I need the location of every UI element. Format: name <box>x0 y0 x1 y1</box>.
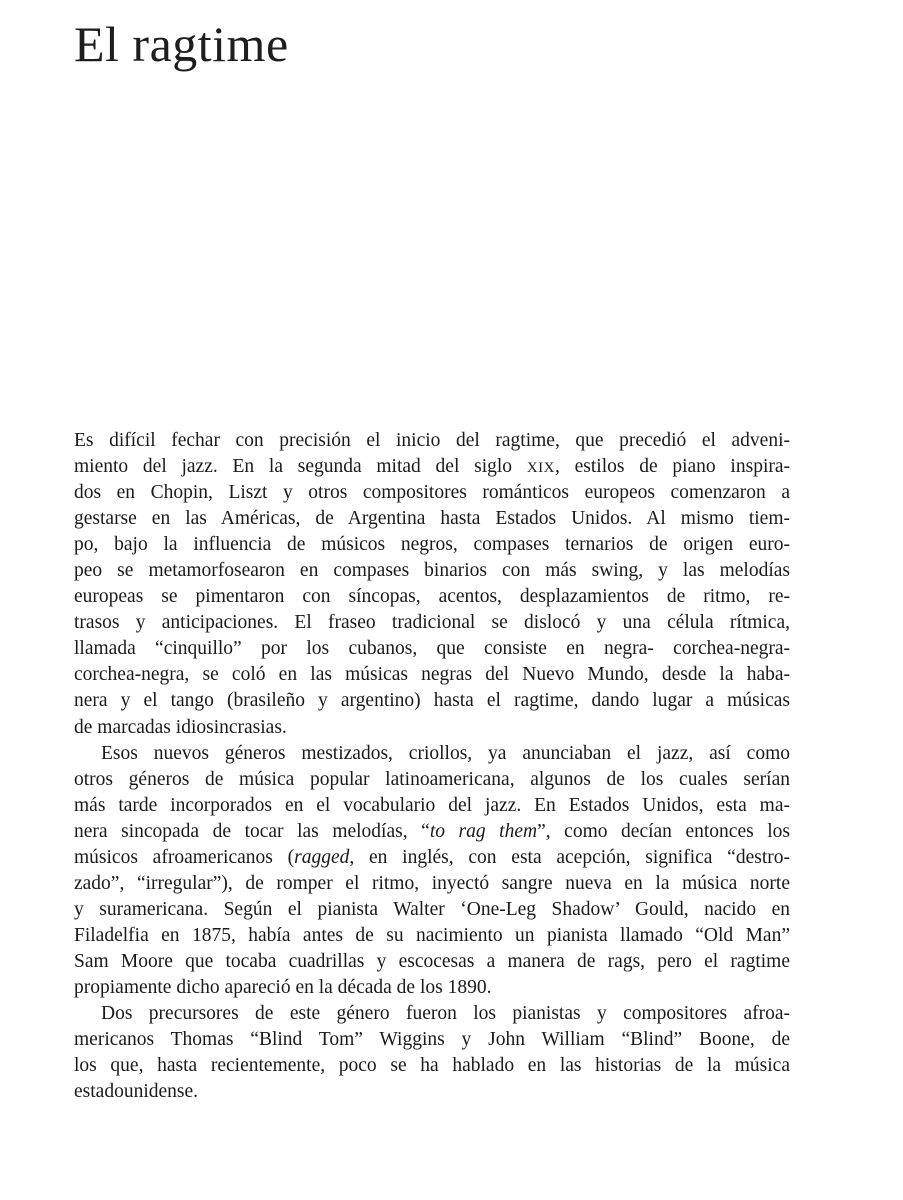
text-line: propiamente dicho apareció en la década de los 1890. <box>74 976 492 998</box>
text-line: mericanos Thomas “Blind Tom” Wiggins y John William “Blind” Boone, de <box>74 1029 790 1051</box>
text-line: y suramericana. Según el pianista Walter ‘One-Leg Shadow’ Gould, nacido en <box>74 898 790 920</box>
text-line: po, bajo la influencia de músicos negros, compases ternarios de origen euro- <box>74 534 790 556</box>
text-line: nera y el tango (brasileño y argentino) hasta el ragtime, dando lugar a músicas <box>74 690 790 712</box>
text-line: llamada “cinquillo” por los cubanos, que consiste en negra- corchea-negra- <box>74 638 790 660</box>
text-line: europeas se pimentaron con síncopas, acentos, desplazamientos de ritmo, re- <box>74 586 790 608</box>
body-text <box>74 428 790 1105</box>
chapter-title: El ragtime <box>74 16 289 72</box>
paragraph-2 <box>74 741 790 1001</box>
italic-text: to rag them <box>429 820 538 842</box>
text-line: nera sincopada de tocar las melodías, “to rag them”, como decían entonces los <box>74 820 790 842</box>
text-line: estadounidense. <box>74 1081 199 1103</box>
italic-text: ragged <box>294 846 350 868</box>
text-line: de marcadas idiosincrasias. <box>74 716 287 738</box>
text-line: Sam Moore que tocaba cuadrillas y escocesas a manera de rags, pero el ragtime <box>74 950 790 972</box>
text-line: peo se metamorfosearon en compases binarios con más swing, y las melodías <box>74 560 790 582</box>
text-line: zado”, “irregular”), de romper el ritmo, inyectó sangre nueva en la música norte <box>74 872 790 894</box>
text-line: los que, hasta recientemente, poco se ha hablado en las historias de la música <box>74 1055 790 1077</box>
small-caps-text: XIX <box>526 460 555 477</box>
text-line: Filadelfia en 1875, había antes de su nacimiento un pianista llamado “Old Man” <box>74 924 790 946</box>
text-line: Dos precursores de este género fueron los pianistas y compositores afroa- <box>101 1003 790 1025</box>
text-line: trasos y anticipaciones. El fraseo tradicional se dislocó y una célula rítmica, <box>74 612 790 634</box>
paragraph-1 <box>74 428 790 741</box>
text-line: otros géneros de música popular latinoamericana, algunos de los cuales serían <box>74 768 790 790</box>
text-line: Esos nuevos géneros mestizados, criollos, ya anunciaban el jazz, así como <box>101 742 790 764</box>
paragraph-3 <box>74 1001 790 1105</box>
text-line: músicos afroamericanos (ragged, en inglés, con esta acepción, significa “destro- <box>74 846 790 868</box>
text-line: más tarde incorporados en el vocabulario del jazz. En Estados Unidos, esta ma- <box>74 794 790 816</box>
text-line: corchea-negra, se coló en las músicas negras del Nuevo Mundo, desde la haba- <box>74 664 790 686</box>
text-line: Es difícil fechar con precisión el inicio del ragtime, que precedió el adveni- <box>74 430 790 451</box>
text-line: gestarse en las Américas, de Argentina hasta Estados Unidos. Al mismo tiem- <box>74 508 790 530</box>
text-line: dos en Chopin, Liszt y otros compositores románticos europeos comenzaron a <box>74 482 790 504</box>
text-line: miento del jazz. En la segunda mitad del siglo XIX, estilos de piano inspira- <box>74 456 790 478</box>
